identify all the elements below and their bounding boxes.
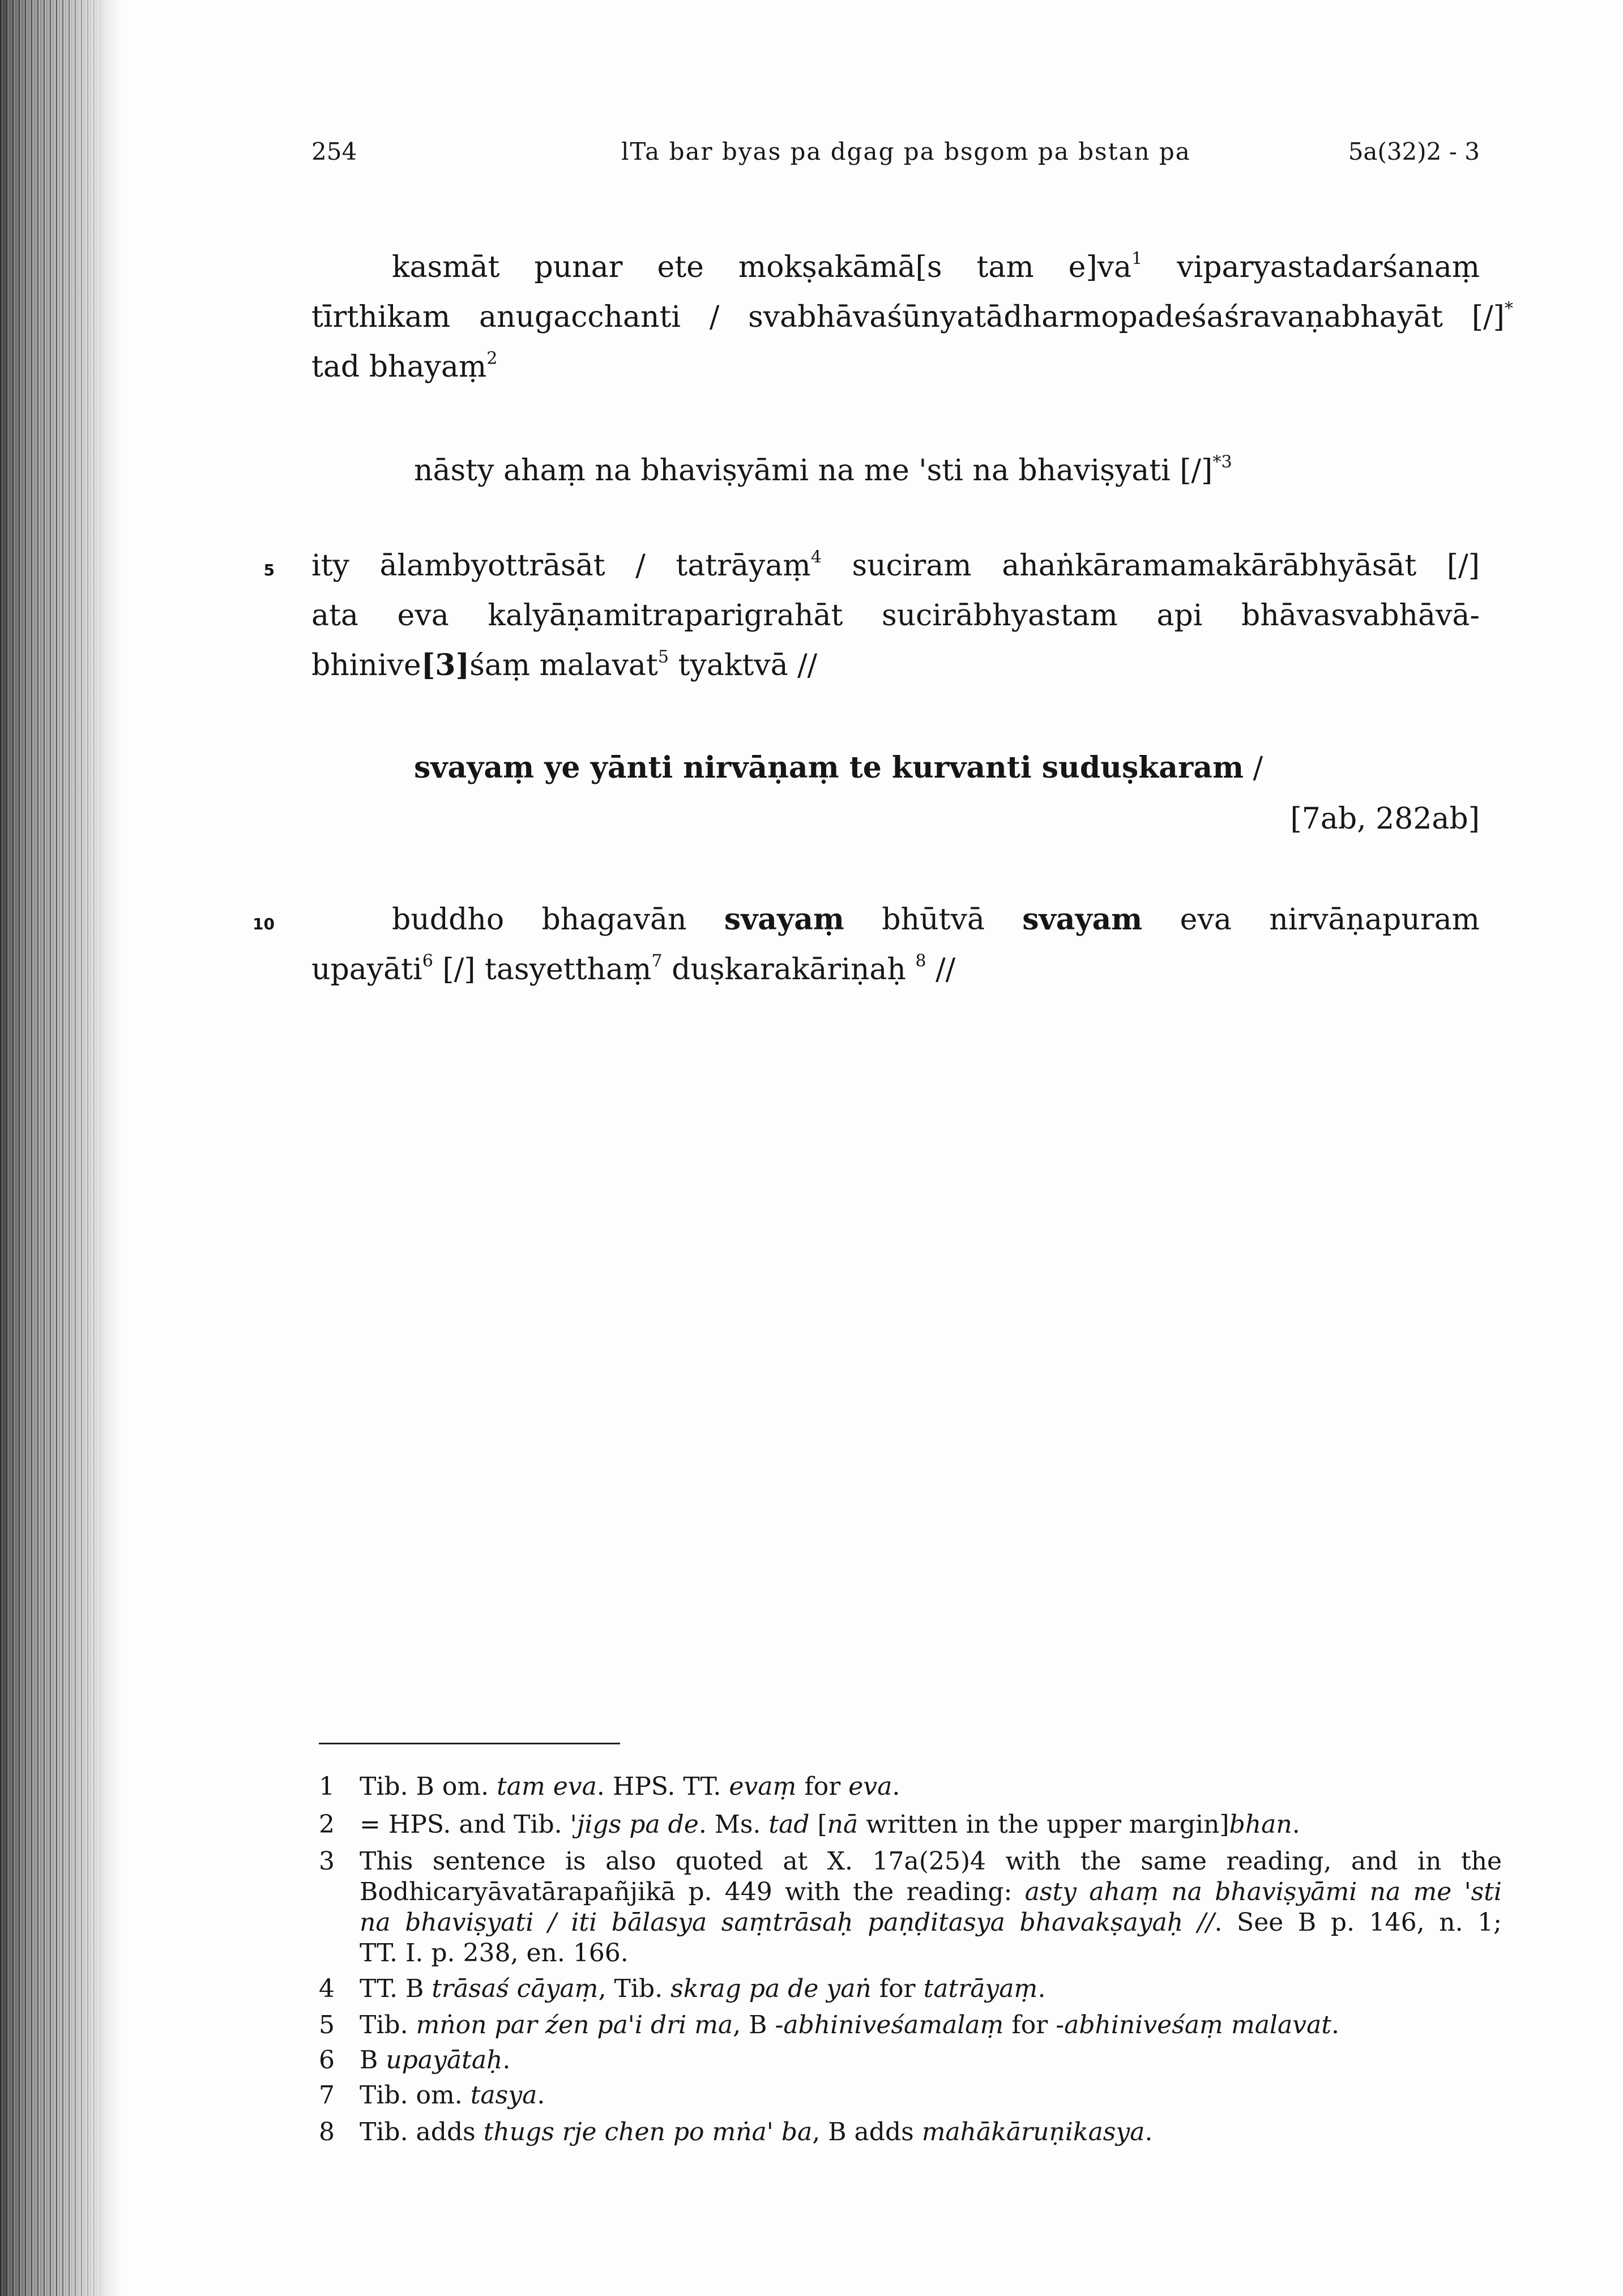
text-run: kasmāt punar ete mokṣakāmā[s tam e]va — [392, 250, 1132, 284]
italic-text: evaṃ — [729, 1772, 797, 1801]
text-run: // — [926, 953, 956, 987]
italic-text: -abhiniveśamalaṃ — [775, 2011, 1004, 2039]
text-run: śaṃ malavat — [469, 648, 658, 682]
italic-text: tasya — [470, 2081, 537, 2110]
footnote-6-line — [360, 2045, 510, 2076]
footnote-2-line — [360, 1809, 1300, 1841]
paragraph-2-line-1 — [311, 541, 1480, 591]
paragraph-1-line-3 — [311, 342, 497, 392]
footnote-3-line-3 — [360, 1907, 1502, 1939]
text-run: [/] tasyetthaṃ — [433, 953, 652, 987]
paragraph-3-line-1 — [392, 895, 1480, 945]
verse-reference: [7ab, 282ab] — [1290, 802, 1480, 836]
text-run: Bodhicaryāvatārapañjikā p. 449 with the reading: — [360, 1877, 1025, 1906]
text-run: viparyastadarśanaṃ — [1142, 250, 1480, 284]
footnote-3-line-2 — [360, 1876, 1502, 1908]
text-run: for — [1003, 2011, 1056, 2039]
text-run: buddho bhagavān — [392, 903, 724, 937]
footnote-number: 4 — [319, 1974, 335, 2003]
italic-text: -abhiniveśaṃ malavat — [1056, 2011, 1331, 2039]
italic-text: mahākāruṇikasya — [921, 2118, 1145, 2146]
text-run: for — [796, 1772, 849, 1801]
footnote-3-line-4 — [360, 1937, 629, 1969]
text-run: . — [502, 2046, 511, 2075]
footnote-number: 7 — [319, 2081, 335, 2110]
text-run: . See B p. 146, n. 1; — [1214, 1908, 1502, 1937]
text-run: . — [1037, 1974, 1046, 2003]
running-title: lTa bar byas pa dgag pa bsgom pa bstan pa — [621, 138, 1191, 165]
text-run: duṣkarakāriṇaḥ — [662, 953, 916, 987]
text-run: upayāti — [311, 953, 422, 987]
italic-text: na bhaviṣyati / iti bālasya saṃtrāsaḥ paṇḍitasya bhavakṣayaḥ // — [360, 1908, 1215, 1937]
text-run: bhinive — [311, 648, 421, 682]
verse-1 — [414, 446, 1232, 496]
paragraph-1-line-2 — [311, 292, 1513, 342]
footnote-4-line — [360, 1973, 1045, 2005]
text-run: bhūtvā — [844, 903, 1023, 937]
page-number: 254 — [311, 138, 357, 165]
text-run: tīrthikam anugacchanti / svabhāvaśūnyatādharmopadeśaśravaṇabhayāt [/] — [311, 300, 1505, 334]
italic-text: 'jigs pa de — [570, 1810, 699, 1839]
footnote-1-line — [360, 1771, 900, 1803]
superscript-mark: 4 — [810, 547, 822, 567]
text-run: for — [871, 1974, 924, 2003]
text-run: Tib. — [360, 2011, 416, 2039]
text-run: , Tib. — [598, 1974, 671, 2003]
text-run: . — [892, 1772, 900, 1801]
superscript-mark: 2 — [486, 348, 498, 369]
superscript-mark: 8 — [915, 951, 926, 971]
text-run: written in the upper margin] — [858, 1810, 1229, 1839]
text-run: . HPS. TT. — [596, 1772, 729, 1801]
text-run: . Ms. — [698, 1810, 769, 1839]
text-run: Tib. B om. — [360, 1772, 497, 1801]
text-run: [ — [809, 1810, 827, 1839]
text-run: eva nirvāṇapuram — [1142, 903, 1480, 937]
italic-text: nā — [827, 1810, 859, 1839]
footnote-number: 8 — [319, 2118, 335, 2146]
text-run: suciram ahaṅkāramamakārābhyāsāt [/] — [821, 549, 1480, 583]
superscript-mark: *3 — [1212, 452, 1232, 472]
italic-text: upayātaḥ — [386, 2046, 503, 2075]
bold-text: svayam — [1022, 902, 1143, 937]
text-run: . — [1144, 2118, 1153, 2146]
text-run: / — [1244, 751, 1263, 785]
footnote-7-line — [360, 2080, 545, 2111]
text-run: , B — [733, 2011, 775, 2039]
footnote-number: 5 — [319, 2011, 335, 2039]
text-run: , B adds — [812, 2118, 922, 2146]
superscript-mark: * — [1504, 298, 1513, 319]
footnote-number: 2 — [319, 1810, 335, 1839]
italic-text: skrag pa de yaṅ — [670, 1974, 872, 2003]
text-run: This sentence is also quoted at X. 17a(25)4 with the same reading, and in the — [360, 1847, 1502, 1876]
italic-text: trāsaś cāyaṃ — [432, 1974, 599, 2003]
italic-text: tam eva — [497, 1772, 597, 1801]
footnote-number: 6 — [319, 2046, 335, 2075]
text-run: . — [1331, 2011, 1339, 2039]
paragraph-3-line-2 — [311, 945, 955, 995]
text-run: TT. I. p. 238, en. 166. — [360, 1939, 629, 1968]
italic-text: asty ahaṃ na bhaviṣyāmi na me 'sti — [1024, 1877, 1502, 1906]
text-run: nāsty ahaṃ na bhaviṣyāmi na me 'sti na bhaviṣyati [/] — [414, 454, 1213, 488]
italic-text: eva — [848, 1772, 892, 1801]
text-run: ity ālambyottrāsāt / tatrāyaṃ — [311, 549, 811, 583]
italic-text: thugs rje chen po mṅa' ba — [483, 2118, 813, 2146]
bold-text: [3] — [421, 648, 470, 682]
italic-text: mṅon par źen pa'i dri ma — [416, 2011, 733, 2039]
bold-text: svayaṃ ye yānti nirvāṇaṃ te kurvanti suduṣkaram — [414, 750, 1244, 785]
text-run: tyaktvā // — [669, 648, 818, 682]
line-number-10: 10 — [253, 915, 275, 933]
footnote-8-line — [360, 2116, 1152, 2148]
text-run: TT. B — [360, 1974, 432, 2003]
text-run: Tib. om. — [360, 2081, 471, 2110]
italic-text: bhan — [1229, 1810, 1292, 1839]
footnote-5-line — [360, 2009, 1339, 2041]
text-run: tad bhayaṃ — [311, 350, 487, 384]
superscript-mark: 7 — [651, 951, 663, 971]
footnote-separator — [319, 1743, 620, 1744]
footnote-number: 1 — [319, 1772, 335, 1801]
text-run: . — [1292, 1810, 1300, 1839]
paragraph-1-line-1 — [392, 242, 1480, 292]
verse-2 — [414, 743, 1263, 793]
superscript-mark: 6 — [422, 951, 433, 971]
footnote-3-line-1 — [360, 1846, 1502, 1877]
bold-text: svayaṃ — [724, 902, 844, 937]
line-number-5: 5 — [263, 561, 275, 579]
italic-text: tad — [768, 1810, 810, 1839]
text-run: Tib. adds — [360, 2118, 484, 2146]
text-run: ata eva kalyāṇamitraparigrahāt sucirābhyastam api bhāvasvabhāvā- — [311, 599, 1480, 633]
superscript-mark: 1 — [1131, 249, 1143, 269]
footnote-number: 3 — [319, 1847, 335, 1876]
paragraph-2-line-2 — [311, 591, 1480, 641]
superscript-mark: 5 — [657, 647, 669, 667]
paragraph-2-line-3 — [311, 641, 817, 690]
text-run: = HPS. and Tib. — [360, 1810, 570, 1839]
text-run: . — [537, 2081, 545, 2110]
text-run: B — [360, 2046, 386, 2075]
page-edge-streaks — [0, 0, 108, 2296]
italic-text: tatrāyaṃ — [923, 1974, 1038, 2003]
section-reference: 5a(32)2 - 3 — [1348, 138, 1480, 165]
